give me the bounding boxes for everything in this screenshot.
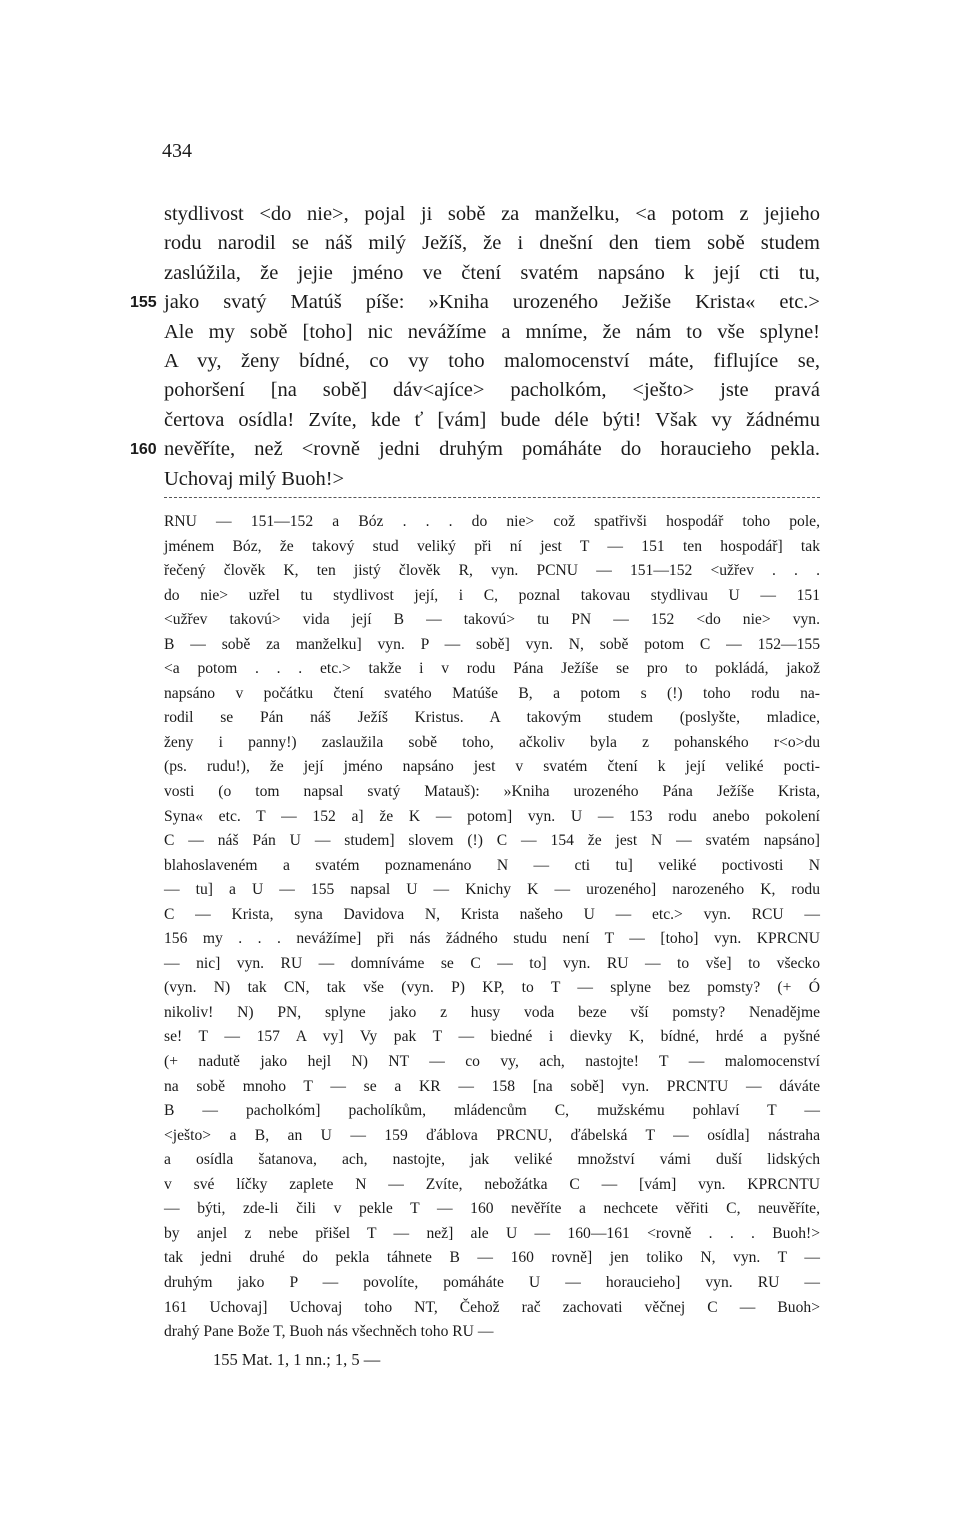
- apparatus-line: B — sobě za manželku] vyn. P — sobě] vyn. N, sobě potom C — 152—155: [164, 635, 820, 653]
- line-text: Uchovaj milý Buoh!>: [164, 467, 345, 490]
- apparatus-line: <užřev takovú> vida její B — takovú> tu PN — 152 <do nie> vyn.: [164, 611, 820, 629]
- text-line: [164, 376, 820, 405]
- apparatus-line: napsáno v počátku čtení svatého Matúše B, a potom s (!) toho rodu na-: [164, 684, 820, 702]
- apparatus-line: <ješto> a B, an U — 159 ďáblova PRCNU, ďábelská T — osídla] nástraha: [164, 1126, 820, 1144]
- apparatus-line: blahoslaveném a svatém poznamenáno N — cti tu] veliké poctivosti N: [164, 856, 820, 874]
- apparatus-line: B — pacholkóm] pacholíkům, mládencům C, mužskému pohlaví T —: [164, 1102, 820, 1120]
- apparatus-line: (+ nadutě jako hejl N) NT — co vy, ach, nastojte! T — malomocenství: [164, 1053, 820, 1071]
- line-number: 160: [130, 441, 157, 459]
- text-line: [164, 200, 820, 229]
- text-line: [130, 435, 820, 464]
- apparatus-line: řečený člověk K, ten jistý člověk R, vyn. PCNU — 151—152 <užřev . . .: [164, 562, 820, 580]
- apparatus-line: — tu] a U — 155 napsal U — Knichy K — urozeného] narozeného K, rodu: [164, 881, 820, 899]
- text-line: [164, 318, 820, 347]
- apparatus-line: C — Krista, syna Davidova N, Krista našeho U — etc.> vyn. RCU —: [164, 905, 820, 923]
- apparatus-line: drahý Pane Bože T, Buoh nás všechněch toho RU —: [164, 1323, 494, 1341]
- apparatus-line: by anjel z nebe přišel T — než] ale U — 160—161 <rovně . . . Buoh!>: [164, 1224, 820, 1242]
- apparatus-line: (ps. rudu!), že její jméno napsáno jest v svatém čtení k její veliké pocti-: [164, 758, 820, 776]
- apparatus-line: v své líčky zaplete N — Zvíte, nebožátka C — [vám] vyn. KPRCNTU: [164, 1175, 820, 1193]
- line-text: zaslúžila, že jejie jméno ve čtení svatém napsáno k její cti tu,: [164, 261, 820, 284]
- line-text: čertova osídla! Zvíte, kde ť [vám] bude déle býti! Však vy žádnému: [164, 408, 820, 431]
- line-text: jako svatý Matúš píše: »Kniha urozeného Ježiše Krista« etc.>: [164, 291, 820, 314]
- apparatus-line: a osídla šatanova, ach, nastojte, jak veliké množství vámi duší lidských: [164, 1151, 820, 1169]
- line-text: pohoršení [na sobě] dáv<ajíce> pacholkóm, <ješto> jste pravá: [164, 379, 820, 402]
- text-line: [164, 229, 820, 258]
- apparatus-line: druhým jako P — povolíte, pomáháte U — horaucieho] vyn. RU —: [164, 1273, 820, 1291]
- text-line: [164, 347, 820, 376]
- line-text: A vy, ženy bídné, co vy toho malomocenství máte, fiflujíce se,: [164, 349, 820, 372]
- text-line: [164, 465, 820, 494]
- apparatus-line: — nic] vyn. RU — domníváme se C — to] vyn. RU — to vše] to všecko: [164, 954, 820, 972]
- apparatus-line: RNU — 151—152 a Bóz . . . do nie> což spatřivši hospodář toho pole,: [164, 513, 820, 530]
- page-number: 434: [162, 140, 192, 162]
- line-text: rodu narodil se náš milý Ježíš, že i dnešní den tiem sobě studem: [164, 232, 820, 255]
- apparatus-line: vosti (o tom napsal svatý Matauš): »Kniha urozeného Pána Ježíše Krista,: [164, 783, 820, 801]
- apparatus-line: rodil se Pán náš Ježíš Kristus. A takovým studem (poslyšte, mladice,: [164, 709, 820, 727]
- apparatus-line: <a potom . . . etc.> takže i v rodu Pána Ježíše se pro to pokládá, jakož: [164, 660, 820, 678]
- footnote: 155 Mat. 1, 1 nn.; 1, 5 —: [213, 1350, 381, 1369]
- apparatus-line: — býti, zde-li čili v pekle T — 160 nevěříte a nechcete věřiti C, neuvěříte,: [164, 1200, 820, 1218]
- line-text: stydlivost <do nie>, pojal ji sobě za manželku, <a potom z jejieho: [164, 203, 820, 225]
- apparatus-line: nikoliv! N) PN, splyne jako z husy voda beze vší pomsty? Nenadějme: [164, 1003, 820, 1021]
- line-number: 155: [130, 294, 157, 312]
- text-line: [164, 406, 820, 435]
- line-text: nevěříte, než <rovně jedni druhým pomáháte do horaucieho pekla.: [164, 438, 820, 461]
- text-line: [164, 259, 820, 288]
- text-line: [130, 288, 820, 317]
- line-text: Ale my sobě [toho] nic nevážíme a mníme, že nám to vše splyne!: [164, 320, 820, 343]
- apparatus-line: do nie> uzřel tu stydlivost její, i C, poznal takovau stydlivau U — 151: [164, 586, 820, 604]
- main-text: [130, 200, 820, 494]
- apparatus-line: ženy i panny!) zaslaužila sobě toho, ačkoliv byla z pohanského r<o>du: [164, 733, 820, 751]
- apparatus-line: tak jedni druhé do pekla táhnete B — 160 rovně] jen toliko N, vyn. T —: [164, 1249, 820, 1267]
- apparatus-line: na sobě mnoho T — se a KR — 158 [na sobě] vyn. PRCNTU — dáváte: [164, 1077, 820, 1095]
- apparatus-line: jménem Bóz, že takový stud veliký při ní jest T — 151 ten hospodář] tak: [164, 537, 820, 555]
- critical-apparatus: [164, 510, 820, 1345]
- apparatus-line: 156 my . . . nevážíme] při nás žádného studu není T — [toho] vyn. KPRCNU: [164, 930, 820, 948]
- apparatus-line: Syna« etc. T — 152 a] že K — potom] vyn. U — 153 rodu anebo pokolení: [164, 807, 820, 825]
- apparatus-divider: [164, 497, 820, 498]
- apparatus-line: se! T — 157 A vy] Vy pak T — biedné i dievky K, bídné, hrdé a pyšné: [164, 1028, 820, 1046]
- apparatus-line: C — náš Pán U — studem] slovem (!) C — 154 že jest N — svatém napsáno]: [164, 832, 820, 850]
- apparatus-line: 161 Uchovaj] Uchovaj toho NT, Čehož rač zachovati věčnej C — Buoh>: [164, 1298, 820, 1316]
- apparatus-line: (vyn. N) tak CN, tak vše (vyn. P) KP, to T — splyne bez pomsty? (+ Ó: [164, 979, 820, 997]
